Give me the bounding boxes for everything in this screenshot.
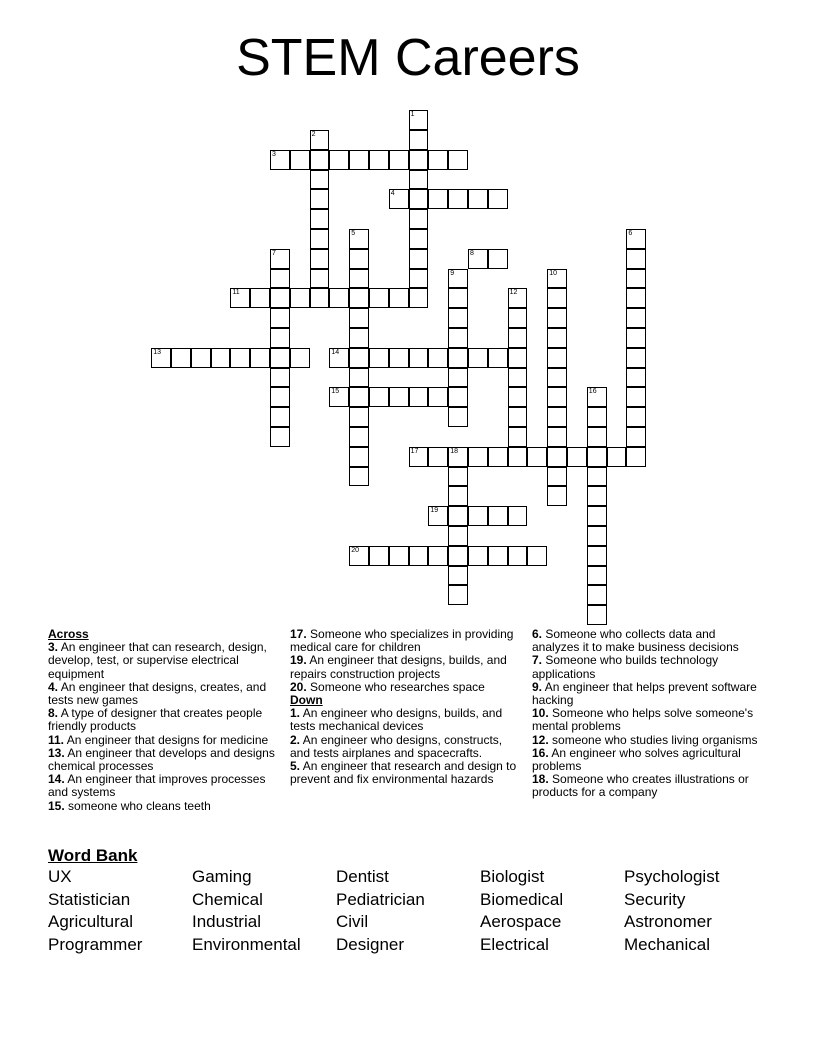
word-bank-word: Agricultural: [48, 912, 134, 932]
crossword-cell[interactable]: [409, 229, 429, 249]
clue-text: Someone who researches space: [306, 679, 485, 694]
crossword-cell[interactable]: [587, 387, 607, 407]
crossword-cell[interactable]: [171, 348, 191, 368]
crossword-cell[interactable]: [587, 566, 607, 586]
crossword-cell[interactable]: [547, 269, 567, 289]
clue-number-label: 20.: [290, 679, 307, 694]
clue: [290, 654, 522, 680]
word-bank-word: Environmental: [192, 935, 301, 955]
crossword-cell[interactable]: [527, 447, 547, 467]
word-bank-word: Designer: [336, 935, 405, 955]
crossword-cell[interactable]: [508, 288, 528, 308]
crossword-cell[interactable]: [310, 170, 330, 190]
crossword-cell[interactable]: [508, 348, 528, 368]
crossword-cell[interactable]: [270, 368, 290, 388]
word-bank-word: Aerospace: [480, 912, 562, 932]
word-bank-word: Mechanical: [624, 935, 710, 955]
crossword-cell[interactable]: [349, 387, 369, 407]
crossword-cell[interactable]: [349, 368, 369, 388]
crossword-cell[interactable]: [488, 506, 508, 526]
clue-number: 4: [390, 190, 395, 198]
clue-number: 7: [272, 249, 276, 257]
clue-number-label: 15.: [48, 798, 65, 813]
crossword-cell[interactable]: [508, 506, 528, 526]
clue: [532, 707, 764, 733]
clue: [532, 747, 764, 773]
crossword-cell[interactable]: [270, 249, 290, 269]
clue-number: 17: [410, 447, 419, 455]
crossword-cell[interactable]: [488, 348, 508, 368]
clue-text: Someone who specializes in providing medical care for children: [290, 627, 514, 655]
crossword-cell[interactable]: [409, 288, 429, 308]
clue-number: 10: [549, 269, 557, 277]
crossword-cell[interactable]: [349, 348, 369, 368]
clue-number: 1: [410, 111, 415, 119]
crossword-cell[interactable]: [409, 189, 429, 209]
crossword-cell[interactable]: [329, 288, 349, 308]
crossword-cell[interactable]: [409, 209, 429, 229]
crossword-cell[interactable]: [587, 467, 607, 487]
crossword-cell[interactable]: [428, 189, 448, 209]
crossword-cell[interactable]: [310, 209, 330, 229]
crossword-cell[interactable]: [349, 288, 369, 308]
crossword-cell[interactable]: [310, 269, 330, 289]
crossword-cell[interactable]: [191, 348, 211, 368]
crossword-cell[interactable]: [428, 546, 448, 566]
crossword-cell[interactable]: [290, 288, 310, 308]
crossword-cell[interactable]: [270, 150, 290, 170]
crossword-cell[interactable]: [448, 150, 468, 170]
crossword-cell[interactable]: [488, 447, 508, 467]
crossword-cell[interactable]: [428, 150, 448, 170]
crossword-cell[interactable]: [409, 546, 429, 566]
crossword-cell[interactable]: [488, 189, 508, 209]
crossword-cell[interactable]: [448, 269, 468, 289]
crossword-cell[interactable]: [349, 249, 369, 269]
clue-number-label: 10.: [532, 706, 549, 721]
crossword-cell[interactable]: [369, 150, 389, 170]
crossword-cell[interactable]: [527, 546, 547, 566]
crossword-cell[interactable]: [626, 407, 646, 427]
crossword-cell[interactable]: [626, 308, 646, 328]
crossword-cell[interactable]: [250, 348, 270, 368]
crossword-cell[interactable]: [270, 328, 290, 348]
crossword-cell[interactable]: [626, 447, 646, 467]
clue-number-label: 6.: [532, 627, 543, 641]
crossword-cell[interactable]: [349, 546, 369, 566]
crossword-cell[interactable]: [468, 249, 488, 269]
crossword-cell[interactable]: [626, 288, 646, 308]
crossword-cell[interactable]: [428, 447, 448, 467]
crossword-cell[interactable]: [587, 427, 607, 447]
crossword-cell[interactable]: [270, 269, 290, 289]
crossword-cell[interactable]: [389, 288, 409, 308]
crossword-cell[interactable]: [508, 368, 528, 388]
word-bank-word: Astronomer: [624, 912, 712, 932]
word-bank-word: Biologist: [480, 867, 545, 886]
clue: [48, 747, 280, 773]
crossword-cell[interactable]: [409, 150, 429, 170]
crossword-cell[interactable]: [310, 288, 330, 308]
clue-number-label: 19.: [290, 653, 307, 668]
clue-number-label: 4.: [48, 679, 59, 694]
crossword-cell[interactable]: [547, 486, 567, 506]
clue: [48, 681, 280, 707]
clue-number: 11: [232, 289, 240, 297]
crossword-cell[interactable]: [409, 130, 429, 150]
crossword-cell[interactable]: [448, 189, 468, 209]
clue: [290, 760, 522, 786]
clue-text: An engineer who designs, constructs, and tests airplanes and spacecrafts.: [290, 732, 503, 760]
clue-number: 14: [331, 348, 340, 356]
clue-number: 12: [509, 289, 518, 297]
word-bank-word: Electrical: [480, 935, 549, 955]
crossword-cell[interactable]: [508, 407, 528, 427]
crossword-cell[interactable]: [270, 387, 290, 407]
crossword-cell[interactable]: [468, 546, 488, 566]
crossword-cell[interactable]: [250, 288, 270, 308]
clue-number: 16: [588, 388, 597, 396]
crossword-cell[interactable]: [587, 526, 607, 546]
crossword-cell[interactable]: [310, 229, 330, 249]
clue-number-label: 9.: [532, 679, 543, 694]
crossword-cell[interactable]: [230, 348, 250, 368]
crossword-cell[interactable]: [547, 467, 567, 487]
crossword-cell[interactable]: [409, 170, 429, 190]
crossword-cell[interactable]: [587, 605, 607, 625]
clue-text: Someone who builds technology applications: [532, 653, 719, 681]
crossword-cell[interactable]: [448, 288, 468, 308]
crossword-cell[interactable]: [547, 407, 567, 427]
clue-number: 13: [153, 348, 161, 356]
crossword-cell[interactable]: [151, 348, 171, 368]
page-title: STEM Careers: [236, 29, 580, 87]
crossword-cell[interactable]: [448, 328, 468, 348]
crossword-cell[interactable]: [349, 150, 369, 170]
crossword-cell[interactable]: [290, 348, 310, 368]
word-bank-word: Gaming: [192, 867, 252, 886]
crossword-cell[interactable]: [369, 387, 389, 407]
down-heading: Down: [290, 693, 323, 708]
clue-number-label: 13.: [48, 745, 65, 760]
crossword-cell[interactable]: [587, 447, 607, 467]
crossword-cell[interactable]: [270, 407, 290, 427]
crossword-cell[interactable]: [448, 387, 468, 407]
crossword-cell[interactable]: [389, 387, 409, 407]
crossword-cell[interactable]: [448, 566, 468, 586]
clue-number-label: 18.: [532, 772, 549, 787]
crossword-cell[interactable]: [448, 348, 468, 368]
clue: [290, 681, 522, 694]
clue-text: An engineer that develops and designs chemical processes: [48, 745, 275, 774]
crossword-cell[interactable]: [409, 110, 429, 130]
crossword-cell[interactable]: [310, 189, 330, 209]
crossword-cell[interactable]: [547, 348, 567, 368]
crossword-cell[interactable]: [409, 269, 429, 289]
clue-number-label: 14.: [48, 772, 65, 787]
clue-text: Someone who collects data and analyzes it to make business decisions: [532, 627, 739, 655]
clues-column-1: [48, 628, 280, 813]
clue-text: An engineer that designs, builds, and repairs construction projects: [290, 653, 507, 681]
crossword-cell[interactable]: [488, 249, 508, 269]
crossword-cell[interactable]: [448, 585, 468, 605]
clue: [290, 707, 522, 733]
crossword-cell[interactable]: [587, 506, 607, 526]
crossword-cell[interactable]: [448, 467, 468, 487]
crossword-cell[interactable]: [626, 348, 646, 368]
crossword-cell[interactable]: [211, 348, 231, 368]
crossword-cell[interactable]: [508, 427, 528, 447]
across-heading: Across: [48, 627, 89, 641]
clue-number-label: 5.: [290, 759, 301, 774]
crossword-cell[interactable]: [369, 546, 389, 566]
crossword-cell[interactable]: [508, 546, 528, 566]
crossword-cell[interactable]: [448, 407, 468, 427]
clues-column-2: [290, 628, 522, 786]
crossword-cell[interactable]: [270, 348, 290, 368]
clue-number: 19: [430, 507, 439, 515]
crossword-cell[interactable]: [448, 546, 468, 566]
crossword-cell[interactable]: [290, 150, 310, 170]
crossword-cell[interactable]: [349, 229, 369, 249]
crossword-cell[interactable]: [409, 249, 429, 269]
clue-number: 3: [272, 150, 276, 158]
clue: [532, 773, 764, 799]
clue-number: 20: [351, 546, 359, 554]
clue-number-label: 3.: [48, 640, 59, 655]
clue-number: 15: [331, 388, 340, 396]
crossword-cell[interactable]: [547, 447, 567, 467]
crossword-cell[interactable]: [369, 348, 389, 368]
crossword-cell[interactable]: [409, 387, 429, 407]
clue-text: An engineer that improves processes and systems: [48, 772, 266, 800]
word-bank-word: Statistician: [48, 889, 131, 909]
clue-number-label: 12.: [532, 732, 549, 747]
crossword-cell[interactable]: [587, 546, 607, 566]
word-bank-word: Biomedical: [480, 889, 564, 909]
crossword-cell[interactable]: [587, 585, 607, 605]
crossword-cell[interactable]: [349, 427, 369, 447]
crossword-cell[interactable]: [349, 308, 369, 328]
crossword-cell[interactable]: [448, 308, 468, 328]
clue-text: An engineer that research and design to prevent and fix environmental hazards: [290, 759, 517, 787]
crossword-cell[interactable]: [329, 150, 349, 170]
crossword-cell[interactable]: [349, 328, 369, 348]
crossword-cell[interactable]: [448, 447, 468, 467]
clue: [290, 734, 522, 760]
crossword-cell[interactable]: [448, 368, 468, 388]
clue-number-label: 17.: [290, 627, 307, 641]
clue-text: An engineer that can research, design, develop, test, or supervise electrical equipment: [48, 640, 267, 681]
word-bank-word: Chemical: [192, 889, 263, 909]
crossword-cell[interactable]: [349, 269, 369, 289]
crossword-cell[interactable]: [626, 328, 646, 348]
crossword-cell[interactable]: [508, 308, 528, 328]
word-bank-word: Programmer: [48, 935, 143, 955]
clue-text: An engineer that helps prevent software hacking: [532, 679, 757, 708]
crossword-cell[interactable]: [626, 368, 646, 388]
word-bank-word: Pediatrician: [336, 889, 425, 909]
crossword-cell[interactable]: [310, 150, 330, 170]
clue-text: someone who studies living organisms: [548, 732, 758, 747]
clue-text: An engineer who solves agricultural problems: [532, 745, 741, 774]
clue-number: 2: [311, 131, 316, 138]
crossword-cell[interactable]: [389, 546, 409, 566]
clue: [532, 628, 764, 654]
crossword-cell[interactable]: [310, 249, 330, 269]
crossword-cell[interactable]: [369, 288, 389, 308]
crossword-cell[interactable]: [468, 447, 488, 467]
crossword-cell[interactable]: [587, 407, 607, 427]
word-bank-title: Word Bank: [48, 846, 138, 865]
clue: [48, 707, 280, 733]
word-bank: [48, 867, 768, 958]
crossword-cell[interactable]: [409, 348, 429, 368]
crossword-cell[interactable]: [349, 447, 369, 467]
clue-text: someone who cleans teeth: [64, 798, 211, 813]
crossword-cell[interactable]: [428, 506, 448, 526]
crossword-cell[interactable]: [270, 427, 290, 447]
crossword-cell[interactable]: [270, 288, 290, 308]
crossword-cell[interactable]: [508, 387, 528, 407]
crossword-cell[interactable]: [428, 387, 448, 407]
clue-number: 6: [628, 230, 633, 237]
word-bank-word: Dentist: [336, 867, 389, 886]
clue-number: 9: [450, 269, 455, 277]
crossword-cell[interactable]: [508, 447, 528, 467]
clue-text: An engineer who designs, builds, and tests mechanical devices: [290, 706, 503, 734]
clue-text: An engineer that designs for medicine: [64, 732, 269, 747]
crossword-cell[interactable]: [428, 348, 448, 368]
crossword-cell[interactable]: [448, 486, 468, 506]
crossword-cell[interactable]: [626, 229, 646, 249]
word-bank-word: UX: [48, 867, 72, 886]
crossword-cell[interactable]: [389, 150, 409, 170]
word-bank-word: Security: [624, 889, 686, 909]
clues-column-3: [532, 628, 764, 800]
crossword-cell[interactable]: [349, 407, 369, 427]
crossword-cell[interactable]: [349, 467, 369, 487]
crossword-cell[interactable]: [389, 348, 409, 368]
clue-number-label: 1.: [290, 706, 301, 721]
crossword-cell[interactable]: [547, 427, 567, 447]
crossword-cell[interactable]: [448, 506, 468, 526]
clue-number-label: 11.: [48, 732, 65, 747]
clue-text: Someone who helps solve someone's mental problems: [532, 706, 754, 734]
clue: [48, 641, 280, 681]
crossword-cell[interactable]: [448, 526, 468, 546]
clue-text: An engineer that designs, creates, and tests new games: [48, 679, 267, 708]
crossword-cell[interactable]: [626, 427, 646, 447]
crossword-cell[interactable]: [508, 328, 528, 348]
crossword-cell[interactable]: [547, 368, 567, 388]
crossword-cell[interactable]: [230, 288, 250, 308]
crossword-cell[interactable]: [626, 249, 646, 269]
word-bank-word: Industrial: [192, 912, 261, 932]
crossword-cell[interactable]: [607, 447, 627, 467]
crossword-cell[interactable]: [547, 328, 567, 348]
clue-number-label: 7.: [532, 653, 543, 668]
crossword-cell[interactable]: [587, 486, 607, 506]
crossword-cell[interactable]: [409, 447, 429, 467]
clue-text: Someone who creates illustrations or products for a company: [532, 772, 749, 800]
clue-number-label: 2.: [290, 732, 301, 747]
crossword-cell[interactable]: [389, 189, 409, 209]
clue: [290, 628, 522, 654]
clue-number: 5: [351, 230, 356, 237]
crossword-cell[interactable]: [329, 348, 349, 368]
crossword-cell[interactable]: [567, 447, 587, 467]
crossword-cell[interactable]: [310, 130, 330, 150]
crossword-cell[interactable]: [329, 387, 349, 407]
crossword-cell[interactable]: [468, 189, 488, 209]
clue: [48, 800, 280, 813]
crossword-cell[interactable]: [468, 348, 488, 368]
clue-number: 18: [450, 447, 458, 455]
word-bank-word: Civil: [336, 912, 369, 932]
crossword-cell[interactable]: [626, 387, 646, 407]
clue: [532, 681, 764, 707]
crossword-cell[interactable]: [488, 546, 508, 566]
crossword-cell[interactable]: [270, 308, 290, 328]
clue: [532, 654, 764, 680]
crossword-cell[interactable]: [547, 288, 567, 308]
clue-text: A type of designer that creates people friendly products: [48, 706, 263, 734]
clue-number-label: 16.: [532, 745, 549, 760]
clue-number-label: 8.: [48, 706, 59, 721]
crossword-cell[interactable]: [547, 387, 567, 407]
word-bank-word: Psychologist: [624, 867, 720, 886]
clue: [48, 773, 280, 799]
crossword-cell[interactable]: [547, 308, 567, 328]
clue-number: 8: [470, 249, 474, 257]
crossword-cell[interactable]: [468, 506, 488, 526]
crossword-cell[interactable]: [626, 269, 646, 289]
